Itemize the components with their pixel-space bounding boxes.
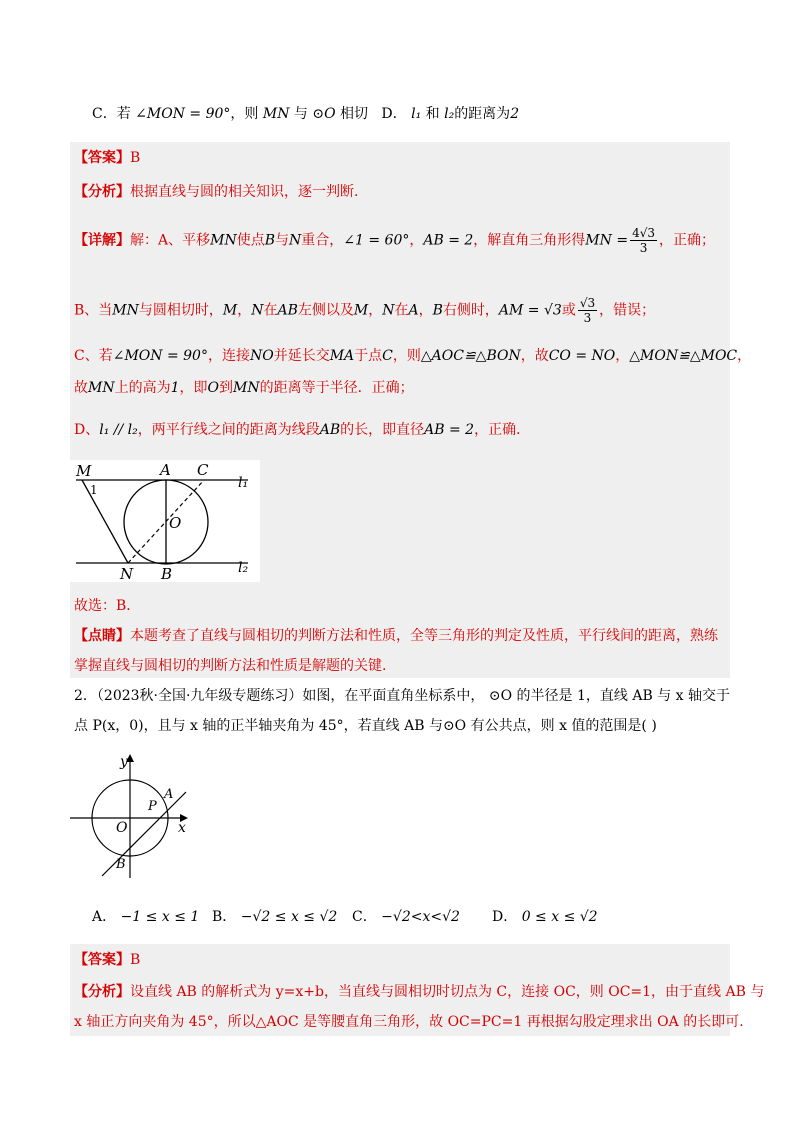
option-d-label: D． bbox=[492, 909, 518, 925]
figure-1-parallel-lines-circle bbox=[70, 460, 260, 582]
detail-text: 使点 bbox=[236, 232, 265, 249]
detail-text: C、若 bbox=[74, 348, 113, 364]
answer-value: B bbox=[130, 150, 141, 166]
detail-text: ，即 bbox=[179, 380, 208, 396]
option-d-and: 和 bbox=[425, 106, 440, 122]
analysis-1 bbox=[74, 182, 358, 202]
detail-text: ， bbox=[409, 232, 424, 249]
label-angle-1: 1 bbox=[90, 483, 98, 497]
option-c-text: ，则 bbox=[230, 106, 259, 122]
label-c: C bbox=[197, 461, 209, 479]
option-c-prefix: C．若 bbox=[92, 106, 131, 122]
option-d-value: 2 bbox=[510, 106, 520, 122]
answer-1 bbox=[74, 148, 140, 168]
detail-text: ，错误； bbox=[599, 302, 656, 319]
label-l1: l₁ bbox=[238, 475, 249, 491]
detail-tag: 【详解】 bbox=[74, 232, 130, 249]
math-ab: AB bbox=[319, 422, 341, 438]
answer-tag: 【答案】 bbox=[74, 150, 130, 166]
detail-text: 与圆相切时， bbox=[138, 302, 223, 319]
math-am: AM = √3 bbox=[498, 302, 562, 319]
math-ma: MA bbox=[329, 348, 355, 364]
math-angle: ∠MON = 90° bbox=[112, 348, 208, 364]
math-congruence: △AOC≌△BON bbox=[420, 348, 521, 364]
option-b[interactable] bbox=[212, 906, 337, 926]
detail-text: 于点 bbox=[354, 348, 383, 364]
detail-text: 解：A、平移 bbox=[130, 232, 211, 249]
option-c[interactable] bbox=[352, 906, 460, 926]
detail-text: D、 bbox=[74, 422, 100, 438]
analysis-2-line-2: x 轴正方向夹角为 45°，所以△AOC 是等腰直角三角形，故 OC=PC=1 再根据勾股定理求出 OA 的长即可. bbox=[74, 1014, 744, 1030]
math-ab: AB = 2 bbox=[423, 232, 474, 249]
option-b-value: −√2 ≤ x ≤ √2 bbox=[240, 909, 338, 925]
detail-text: ， bbox=[368, 302, 383, 319]
option-d-l1: l₁ bbox=[411, 106, 422, 122]
math-ab-eq: AB = 2 bbox=[424, 422, 475, 438]
option-d-prefix: D． bbox=[381, 106, 407, 122]
comment-1-line-2: 掌握直线与圆相切的判断方法和性质是解题的关键. bbox=[74, 658, 387, 674]
detail-1-line-c2 bbox=[74, 378, 414, 398]
detail-text: ，正确． bbox=[474, 422, 531, 438]
detail-text: 或 bbox=[561, 302, 576, 319]
math-mn: MN bbox=[210, 232, 237, 249]
detail-text: 右侧时， bbox=[442, 302, 499, 319]
math-angle: ∠1 = 60° bbox=[343, 232, 410, 249]
math-no: NO bbox=[249, 348, 274, 364]
choose-1: 故选：B． bbox=[74, 598, 141, 614]
question-2-line-2: 点 P(x，0)，且与 x 轴的正半轴夹角为 45°，若直线 AB 与⊙O 有公共点，则 x 值的范围是( ) bbox=[74, 718, 657, 734]
option-c-with: 与 bbox=[293, 106, 308, 122]
detail-1-line-c bbox=[74, 346, 751, 366]
option-c-circle: ⊙O bbox=[312, 106, 336, 122]
detail-text: ，则 bbox=[392, 348, 421, 364]
q1-options-line bbox=[92, 104, 519, 124]
option-d-l2: l₂ bbox=[444, 106, 455, 122]
detail-text: ， bbox=[737, 348, 752, 364]
label-o: O bbox=[116, 820, 128, 836]
math-a: A bbox=[408, 302, 419, 319]
detail-text: 的距离等于半径．正确； bbox=[259, 380, 414, 396]
detail-1-line-d bbox=[74, 420, 530, 440]
detail-1-line-a bbox=[74, 226, 715, 255]
label-b: B bbox=[116, 857, 126, 872]
detail-text: 在 bbox=[394, 302, 409, 319]
detail-text: 到 bbox=[219, 380, 233, 396]
analysis-text: 设直线 AB 的解析式为 y=x+b，当直线与圆相切时切点为 C，连接 OC，则 OC=1，由于直线 AB 与 bbox=[130, 984, 765, 1000]
detail-text: 并延长交 bbox=[273, 348, 330, 364]
fraction-denominator: 3 bbox=[639, 241, 648, 255]
answer-tag: 【答案】 bbox=[74, 952, 130, 968]
detail-text: 重合， bbox=[301, 232, 344, 249]
math-m: M bbox=[222, 302, 238, 319]
comment-text: 本题考查了直线与圆相切的判断方法和性质，全等三角形的判定及性质，平行线间的距离，熟练 bbox=[130, 628, 718, 644]
answer-2 bbox=[74, 950, 140, 970]
detail-text: ， bbox=[418, 302, 433, 319]
math-b: B bbox=[264, 232, 276, 249]
fraction-4root3-over-3 bbox=[630, 226, 657, 255]
option-d[interactable] bbox=[492, 906, 598, 926]
detail-text: ，故 bbox=[520, 348, 549, 364]
label-a: A bbox=[160, 461, 171, 479]
line-ab bbox=[102, 792, 186, 876]
detail-text: ，解直角三角形得 bbox=[473, 232, 586, 249]
fraction-numerator: √3 bbox=[579, 296, 596, 310]
label-m: M bbox=[76, 462, 92, 480]
detail-text: 故 bbox=[74, 380, 88, 396]
detail-text: 的长，即直径 bbox=[340, 422, 425, 438]
detail-text: 与 bbox=[275, 232, 290, 249]
detail-text: ， bbox=[615, 348, 630, 364]
math-m: M bbox=[353, 302, 369, 319]
analysis-2-line-1 bbox=[74, 982, 764, 1002]
fraction-numerator: 4√3 bbox=[632, 226, 655, 240]
math-mn-eq: MN = bbox=[585, 232, 629, 249]
math-o: O bbox=[207, 380, 219, 396]
detail-text: ，正确； bbox=[658, 232, 715, 249]
label-y: y bbox=[120, 754, 128, 770]
math-b: B bbox=[432, 302, 443, 319]
math-parallel: l₁ // l₂ bbox=[99, 422, 138, 438]
option-d-value: 0 ≤ x ≤ √2 bbox=[521, 909, 598, 925]
label-n: N bbox=[120, 565, 134, 582]
option-d-text: 的距离为 bbox=[454, 106, 511, 122]
figure-2-coordinate-circle bbox=[68, 752, 198, 884]
detail-1-line-b bbox=[74, 296, 655, 325]
analysis-tag: 【分析】 bbox=[74, 984, 130, 1000]
label-l2: l₂ bbox=[238, 560, 249, 576]
math-n: N bbox=[289, 232, 302, 249]
option-c-value: −√2<x<√2 bbox=[381, 909, 460, 925]
math-co-eq: CO = NO bbox=[548, 348, 616, 364]
detail-text: ，连接 bbox=[207, 348, 250, 364]
math-n: N bbox=[251, 302, 264, 319]
option-a-label: A． bbox=[92, 909, 117, 925]
label-a: A bbox=[164, 787, 174, 802]
math-mn: MN bbox=[112, 302, 139, 319]
detail-text: B、当 bbox=[74, 302, 113, 319]
solution-box-1 bbox=[70, 142, 730, 678]
fraction-denominator: 3 bbox=[583, 311, 592, 325]
math-mn: MN bbox=[233, 380, 260, 396]
option-c-tangent: 相切 bbox=[340, 106, 369, 122]
analysis-tag: 【分析】 bbox=[74, 184, 130, 200]
comment-tag: 【点睛】 bbox=[74, 628, 130, 644]
fraction-root3-over-3 bbox=[578, 296, 597, 325]
option-c-condition: ∠MON = 90° bbox=[135, 106, 231, 122]
detail-text: 在 bbox=[263, 302, 278, 319]
detail-text: 左侧以及 bbox=[297, 302, 354, 319]
option-a[interactable] bbox=[92, 906, 199, 926]
option-a-value: −1 ≤ x ≤ 1 bbox=[120, 909, 200, 925]
math-congruence: △MON≌△MOC bbox=[629, 348, 738, 364]
detail-text: ，两平行线之间的距离为线段 bbox=[137, 422, 320, 438]
detail-text: 上的高为 bbox=[114, 380, 171, 396]
label-b: B bbox=[161, 565, 173, 582]
option-c-label: C． bbox=[352, 909, 377, 925]
detail-text: ， bbox=[237, 302, 252, 319]
math-mn: MN bbox=[88, 380, 115, 396]
analysis-text: 根据直线与圆的相关知识，逐一判断. bbox=[130, 184, 359, 200]
label-p: P bbox=[148, 799, 157, 814]
question-2-line-1: 2．（2023秋·全国·九年级专题练习）如图，在平面直角坐标系中， ⊙O 的半径是 1，直线 AB 与 x 轴交于 bbox=[74, 688, 730, 704]
math-c: C bbox=[382, 348, 393, 364]
math-one: 1 bbox=[170, 380, 180, 396]
label-o: O bbox=[169, 514, 182, 532]
comment-1-line-1 bbox=[74, 626, 718, 646]
option-b-label: B． bbox=[212, 909, 237, 925]
math-ab: AB bbox=[277, 302, 298, 319]
label-x: x bbox=[178, 820, 186, 836]
option-c-mn: MN bbox=[262, 106, 290, 122]
math-n: N bbox=[382, 302, 395, 319]
answer-value: B bbox=[130, 952, 141, 968]
